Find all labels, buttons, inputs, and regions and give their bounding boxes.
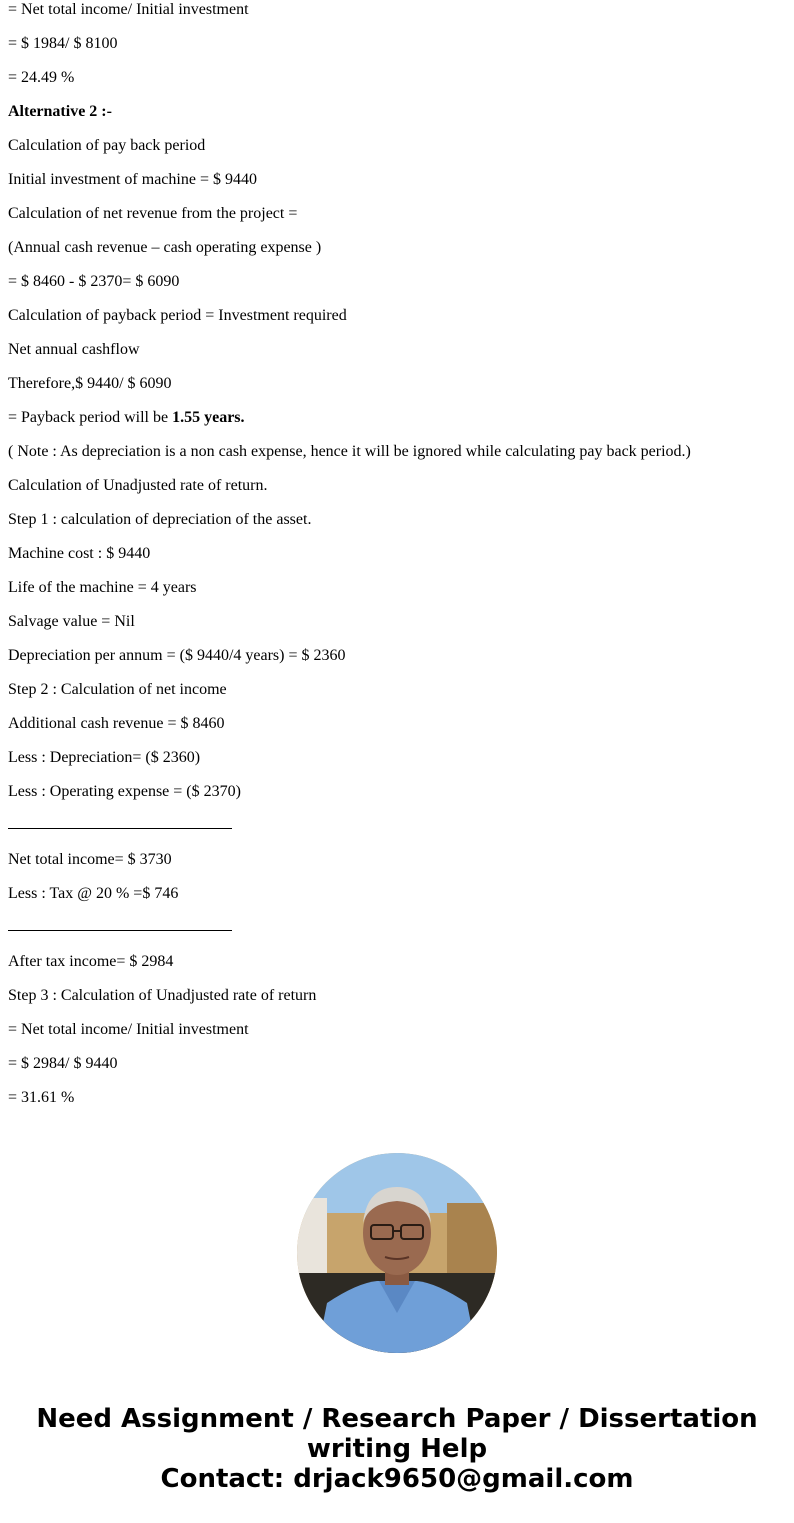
- text-line: After tax income= $ 2984: [8, 953, 174, 970]
- promo-line: writing Help: [306, 1434, 488, 1464]
- divider: [8, 816, 786, 850]
- text-line: Salvage value = Nil: [8, 613, 135, 630]
- text-line: Net total income= $ 3730: [8, 851, 172, 868]
- text-line: Life of the machine = 4 years: [8, 579, 197, 596]
- text-line: Less : Depreciation= ($ 2360): [8, 749, 201, 766]
- avatar-portrait: [297, 1153, 497, 1353]
- text-line: = $ 1984/ $ 8100: [8, 35, 118, 52]
- text-line: [8, 408, 786, 442]
- text-line: Machine cost : $ 9440: [8, 545, 151, 562]
- text-line: Additional cash revenue = $ 8460: [8, 715, 225, 732]
- note-line: ( Note : As depreciation is a non cash expense, hence it will be ignored while calculating pay back period.): [8, 443, 691, 460]
- text-line: = 24.49 %: [8, 69, 75, 86]
- text-line: Initial investment of machine = $ 9440: [8, 171, 257, 188]
- divider: [8, 918, 786, 952]
- text-line: Depreciation per annum = ($ 9440/4 years) = $ 2360: [8, 647, 346, 664]
- text-line: Calculation of pay back period: [8, 137, 206, 154]
- promo-contact: Contact: drjack9650@gmail.com: [160, 1464, 634, 1494]
- text-line: Calculation of payback period = Investment required: [8, 307, 347, 324]
- text-line: Therefore,$ 9440/ $ 6090: [8, 375, 172, 392]
- section-heading: Alternative 2 :-: [8, 103, 112, 120]
- text-line: = $ 2984/ $ 9440: [8, 1055, 118, 1072]
- payback-result: 1.55 years.: [172, 409, 245, 426]
- text-line: Step 3 : Calculation of Unadjusted rate of return: [8, 987, 317, 1004]
- text-line: = Net total income/ Initial investment: [8, 1021, 249, 1038]
- text-line: Calculation of Unadjusted rate of return.: [8, 477, 268, 494]
- text-line: = Net total income/ Initial investment: [8, 1, 249, 18]
- promo-banner: [0, 1404, 794, 1494]
- text-line: Less : Tax @ 20 % =$ 746: [8, 885, 179, 902]
- text-line: = $ 8460 - $ 2370= $ 6090: [8, 273, 180, 290]
- text-line: Less : Operating expense = ($ 2370): [8, 783, 241, 800]
- payback-text: = Payback period will be: [8, 409, 173, 426]
- text-line: Step 2 : Calculation of net income: [8, 681, 227, 698]
- promo-line: Need Assignment / Research Paper / Dissertation: [36, 1404, 758, 1434]
- text-line: Calculation of net revenue from the project =: [8, 205, 298, 222]
- text-line: Net annual cashflow: [8, 341, 140, 358]
- document-body: [8, 0, 786, 1122]
- text-line: = 31.61 %: [8, 1089, 75, 1106]
- text-line: Step 1 : calculation of depreciation of the asset.: [8, 511, 312, 528]
- avatar: [297, 1153, 497, 1353]
- text-line: (Annual cash revenue – cash operating expense ): [8, 239, 322, 256]
